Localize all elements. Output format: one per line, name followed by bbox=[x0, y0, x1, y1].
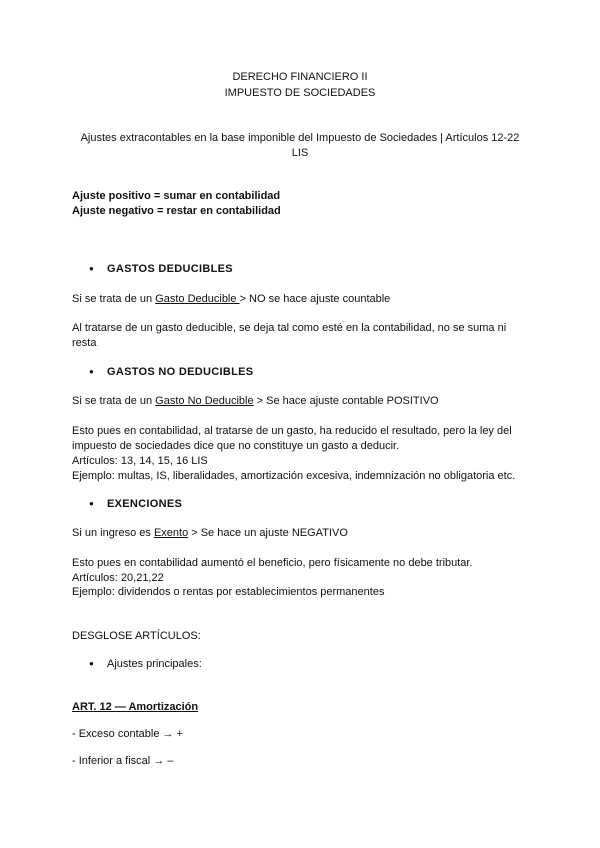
bullet-text: Ajustes principales: bbox=[107, 658, 202, 670]
art12-heading: ART. 12 — Amortización bbox=[72, 701, 199, 713]
rule-positive: Ajuste positivo = sumar en contabilidad bbox=[72, 190, 281, 202]
gastos-deducibles-desc1: Al tratarse de un gasto deducible, se deja tal como esté en la contabilidad, no se suma ni bbox=[72, 322, 507, 334]
art12-item2: - Inferior a fiscal → – bbox=[72, 755, 174, 767]
line-suffix: > NO se hace ajuste countable bbox=[239, 293, 391, 305]
heading-text: GASTOS DEDUCIBLES bbox=[107, 263, 233, 275]
doc-title-line2: IMPUESTO DE SOCIEDADES bbox=[224, 87, 376, 99]
bullet-icon bbox=[89, 365, 107, 380]
gastos-deducibles-line bbox=[72, 292, 390, 307]
subtitle-line2: LIS bbox=[291, 147, 309, 159]
line-suffix: > Se hace un ajuste NEGATIVO bbox=[188, 527, 348, 539]
gastos-no-deducibles-desc2: impuesto de sociedades dice que no constituye un gasto a deducir. bbox=[72, 440, 400, 452]
line-prefix: Si se trata de un bbox=[72, 395, 156, 407]
heading-text: GASTOS NO DEDUCIBLES bbox=[107, 366, 254, 378]
exenciones-articulos: Artículos: 20,21,22 bbox=[72, 572, 164, 584]
desglose-heading: DESGLOSE ARTÍCULOS: bbox=[72, 630, 201, 642]
desglose-bullet bbox=[89, 657, 202, 672]
bullet-icon bbox=[89, 657, 107, 672]
line-prefix: Si un ingreso es bbox=[72, 527, 154, 539]
bullet-icon bbox=[89, 262, 107, 277]
gastos-no-deducibles-ejemplo: Ejemplo: multas, IS, liberalidades, amortización excesiva, indemnización no obligatoria etc. bbox=[72, 470, 516, 482]
gastos-no-deducibles-articulos: Artículos: 13, 14, 15, 16 LIS bbox=[72, 455, 208, 467]
exenciones-ejemplo: Ejemplo: dividendos o rentas por establecimientos permanentes bbox=[72, 586, 385, 598]
exenciones-desc1: Esto pues en contabilidad aumentó el beneficio, pero físicamente no debe tributar. bbox=[72, 557, 473, 569]
gasto-no-deducible-link[interactable]: Gasto No Deducible bbox=[155, 395, 254, 407]
rule-negative: Ajuste negativo = restar en contabilidad bbox=[72, 205, 281, 217]
line-suffix: > Se hace ajuste contable POSITIVO bbox=[253, 395, 439, 407]
section-heading-gastos-deducibles bbox=[89, 262, 233, 277]
gastos-no-deducibles-line bbox=[72, 394, 439, 409]
doc-title-line1: DERECHO FINANCIERO II bbox=[232, 71, 368, 83]
gasto-deducible-link[interactable]: Gasto Deducible bbox=[155, 293, 240, 305]
section-heading-exenciones bbox=[89, 497, 182, 512]
gastos-deducibles-desc2: resta bbox=[72, 337, 97, 349]
section-heading-gastos-no-deducibles bbox=[89, 365, 253, 380]
exenciones-line bbox=[72, 526, 348, 541]
gastos-no-deducibles-desc1: Esto pues en contabilidad, al tratarse de un gasto, ha reducido el resultado, pero la ley del bbox=[72, 425, 512, 437]
subtitle-line1: Ajustes extracontables en la base imponible del Impuesto de Sociedades | Artículos 12-22 bbox=[80, 132, 520, 144]
exento-link[interactable]: Exento bbox=[153, 527, 189, 539]
heading-text: EXENCIONES bbox=[107, 498, 183, 510]
line-prefix: Si se trata de un bbox=[72, 293, 156, 305]
art12-item1: - Exceso contable → + bbox=[72, 728, 183, 740]
bullet-icon bbox=[89, 497, 107, 512]
